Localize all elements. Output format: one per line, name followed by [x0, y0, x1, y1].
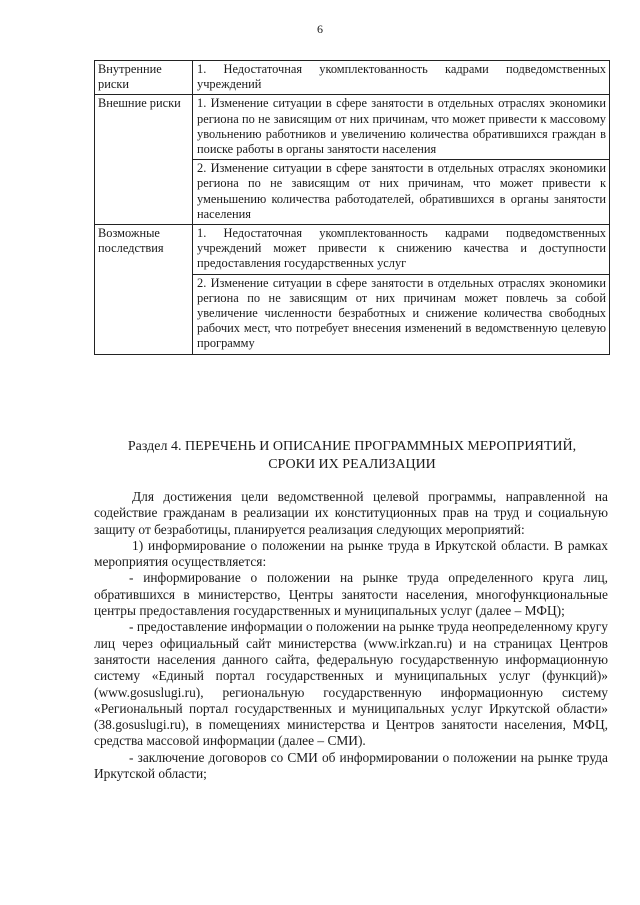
table-row	[95, 95, 610, 160]
risk-item: 1. Недостаточная укомплектованность кадрами подведомственных учреждений может привести к снижению качества и доступности предоставления государственных услуг	[193, 225, 610, 275]
risk-item: 1. Изменение ситуации в сфере занятости в отдельных отраслях экономики региона по не зависящим от них причинам, что может привести к массовому увольнению работников и увеличению количества обратившихся граждан в поиске работы в органы занятости населения	[193, 95, 610, 160]
paragraph-item-1: 1) информирование о положении на рынке труда в Иркутской области. В рамках мероприятия осуществляется:	[94, 537, 608, 570]
body-text	[94, 489, 608, 782]
row-category: Возможные последствия	[95, 225, 193, 355]
paragraph-bullet: - заключение договоров со СМИ об информировании о положении на рынке труда Иркутской области;	[94, 749, 608, 782]
paragraph-intro: Для достижения цели ведомственной целевой программы, направленной на содействие гражданам в реализации их конституционных прав на труд и социальную защиту от безработицы, планируется реализация следующих мероприятий:	[94, 489, 608, 537]
paragraph-bullet: - информирование о положении на рынке труда определенного круга лиц, обратившихся в министерство, Центры занятости населения, многофункциональные центры предоставления государственных и муниципальных услуг (далее – МФЦ);	[94, 570, 608, 619]
risk-table	[94, 60, 610, 355]
risk-item: 2. Изменение ситуации в сфере занятости в отдельных отраслях экономики региона по не зависящим от них причинам, что может привести к уменьшению количества работодателей, обратившихся в органы занятости населения	[193, 160, 610, 225]
page-number: 6	[317, 22, 323, 36]
risk-item: 2. Изменение ситуации в сфере занятости в отдельных отраслях экономики региона по не зависящим от них причинам может повлечь за собой увеличение численности безработных и снижение количества свободных рабочих мест, что потребует внесения изменений в ведомственную целевую программу	[193, 274, 610, 354]
table-row	[95, 225, 610, 275]
risk-item: 1. Недостаточная укомплектованность кадрами подведомственных учреждений	[193, 61, 610, 95]
table-row	[95, 61, 610, 95]
row-category: Внутренние риски	[95, 61, 193, 95]
row-category: Внешние риски	[95, 95, 193, 225]
paragraph-bullet: - предоставление информации о положении на рынке труда неопределенному кругу лиц через официальный сайт министерства (www.irkzan.ru) и на страницах Центров занятости населения данного сайта, федеральную государственную информационную систему «Единый портал государственных и муниципальных услуг (функций)» (www.gosuslugi.ru), региональную государственную информационную систему «Региональный портал государственных и муниципальных услуг Иркутской области» (38.gosuslugi.ru), в помещениях министерства и Центров занятости населения, МФЦ, средства массовой информации (далее – СМИ).	[94, 619, 608, 749]
section-title-line: СРОКИ ИХ РЕАЛИЗАЦИИ	[268, 457, 436, 472]
section-title-line: Раздел 4. ПЕРЕЧЕНЬ И ОПИСАНИЕ ПРОГРАММНЫХ МЕРОПРИЯТИЙ,	[127, 439, 577, 454]
section-title	[98, 438, 606, 474]
